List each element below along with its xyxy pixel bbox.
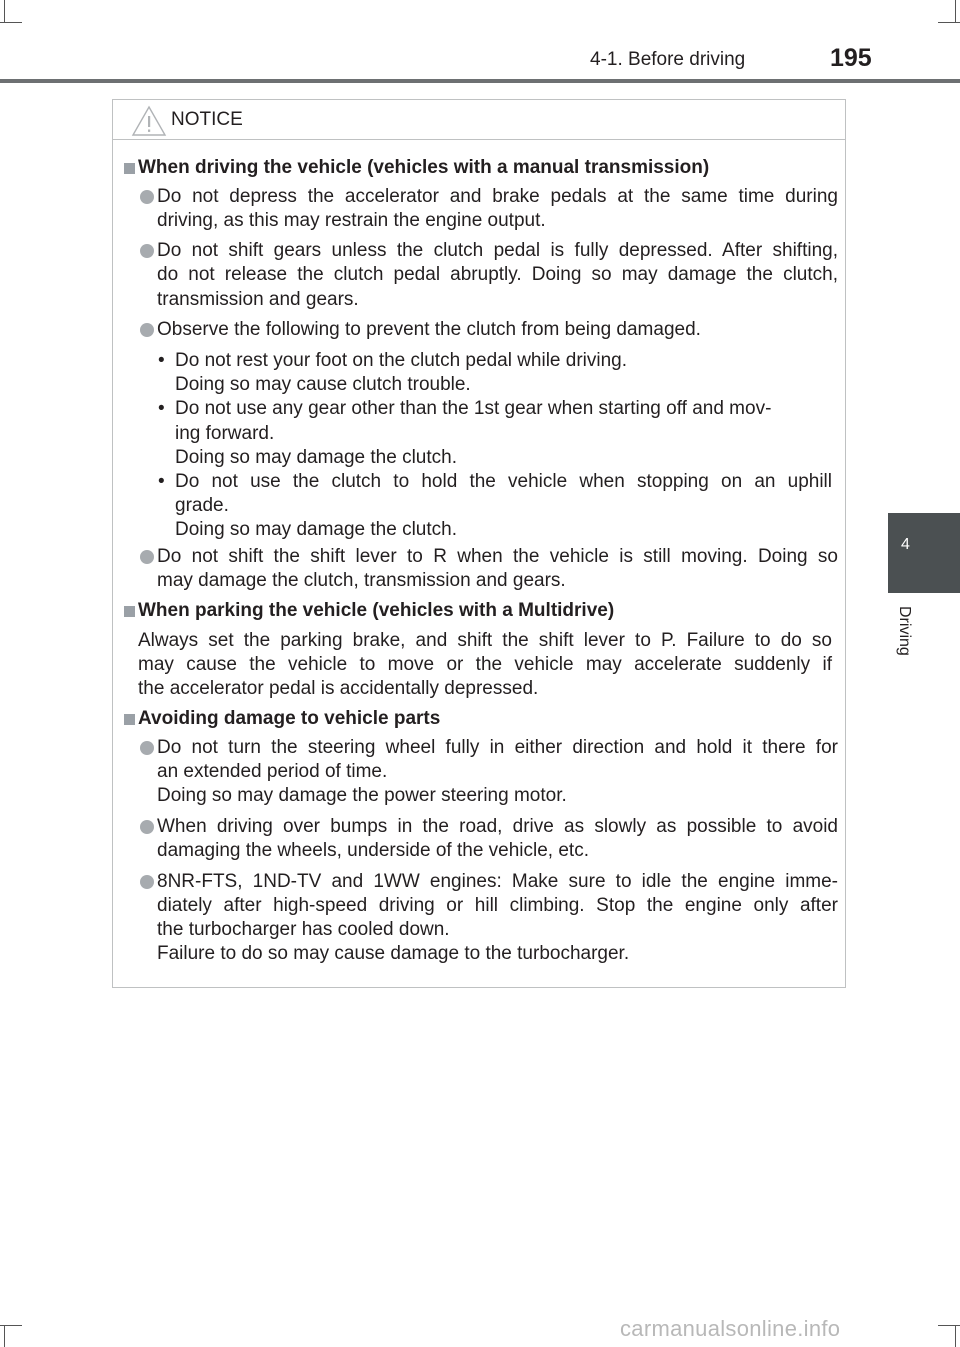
sub-item-line: grade.: [175, 495, 229, 516]
item-line: may damage the clutch, transmission and gears.: [157, 570, 566, 591]
bullet-icon: [140, 820, 154, 834]
item-line: 8NR-FTS, 1ND-TV and 1WW engines: Make sure to idle the engine imme-: [157, 871, 838, 892]
section-heading: When driving the vehicle (vehicles with a manual transmission): [138, 157, 710, 178]
chapter-label: Driving: [896, 606, 913, 656]
section-title: 4-1. Before driving: [590, 49, 746, 70]
sub-bullet: •: [158, 398, 165, 419]
item-line: diately after high-speed driving or hill climbing. Stop the engine only after: [157, 895, 838, 916]
bullet-icon: [140, 550, 154, 564]
item-line: Do not shift the shift lever to R when the vehicle is still moving. Doing so: [157, 546, 838, 567]
item-line: driving, as this may restrain the engine output.: [157, 210, 546, 231]
notice-box: [112, 99, 846, 988]
crop-mark: [938, 22, 960, 23]
page-number: 195: [830, 44, 872, 72]
sub-item-line: Doing so may damage the clutch.: [175, 519, 457, 540]
crop-mark: [938, 1325, 960, 1326]
crop-mark: [955, 1325, 956, 1347]
section-square-icon: [124, 714, 135, 725]
item-line: Observe the following to prevent the clutch from being damaged.: [157, 319, 701, 340]
paragraph-line: Always set the parking brake, and shift the shift lever to P. Failure to do so: [138, 630, 832, 651]
crop-mark: [0, 1325, 22, 1326]
item-line: an extended period of time.: [157, 761, 388, 782]
item-line: When driving over bumps in the road, drive as slowly as possible to avoid: [157, 816, 838, 837]
notice-title: NOTICE: [171, 109, 243, 130]
watermark: carmanualsonline.info: [620, 1316, 841, 1341]
sub-item-line: Doing so may cause clutch trouble.: [175, 374, 471, 395]
item-line: Failure to do so may cause damage to the turbocharger.: [157, 943, 630, 964]
paragraph-line: the accelerator pedal is accidentally depressed.: [138, 678, 539, 699]
crop-mark: [4, 1325, 5, 1347]
item-line: damaging the wheels, underside of the vehicle, etc.: [157, 840, 589, 861]
crop-mark: [0, 22, 22, 23]
warning-triangle-icon: [131, 105, 167, 137]
item-line: the turbocharger has cooled down.: [157, 919, 450, 940]
section-heading: Avoiding damage to vehicle parts: [138, 708, 441, 729]
item-line: Doing so may damage the power steering motor.: [157, 785, 567, 806]
item-line: do not release the clutch pedal abruptly. Doing so may damage the clutch,: [157, 264, 838, 285]
chapter-tab: [888, 513, 960, 593]
sub-item-line: Do not use the clutch to hold the vehicle when stopping on an uphill: [175, 471, 832, 492]
bullet-icon: [140, 875, 154, 889]
crop-mark: [955, 0, 956, 22]
bullet-icon: [140, 190, 154, 204]
paragraph-line: may cause the vehicle to move or the vehicle may accelerate suddenly if: [138, 654, 832, 675]
bullet-icon: [140, 244, 154, 258]
crop-mark: [4, 0, 5, 22]
sub-item-line: Doing so may damage the clutch.: [175, 447, 457, 468]
sub-bullet: •: [158, 471, 165, 492]
bullet-icon: [140, 741, 154, 755]
item-line: transmission and gears.: [157, 289, 359, 310]
item-line: Do not depress the accelerator and brake pedals at the same time during: [157, 186, 838, 207]
section-square-icon: [124, 606, 135, 617]
section-square-icon: [124, 163, 135, 174]
item-line: Do not shift gears unless the clutch pedal is fully depressed. After shifting,: [157, 240, 838, 261]
sub-item-line: Do not rest your foot on the clutch pedal while driving.: [175, 350, 628, 371]
chapter-number: 4: [901, 536, 910, 553]
section-heading: When parking the vehicle (vehicles with a Multidrive): [138, 600, 615, 621]
sub-item-line: ing forward.: [175, 423, 275, 444]
sub-bullet: •: [158, 350, 165, 371]
notice-header: [113, 100, 845, 140]
header-divider: [0, 79, 960, 83]
bullet-icon: [140, 323, 154, 337]
sub-item-line: Do not use any gear other than the 1st gear when starting off and mov-: [175, 398, 772, 419]
item-line: Do not turn the steering wheel fully in either direction and hold it there for: [157, 737, 838, 758]
